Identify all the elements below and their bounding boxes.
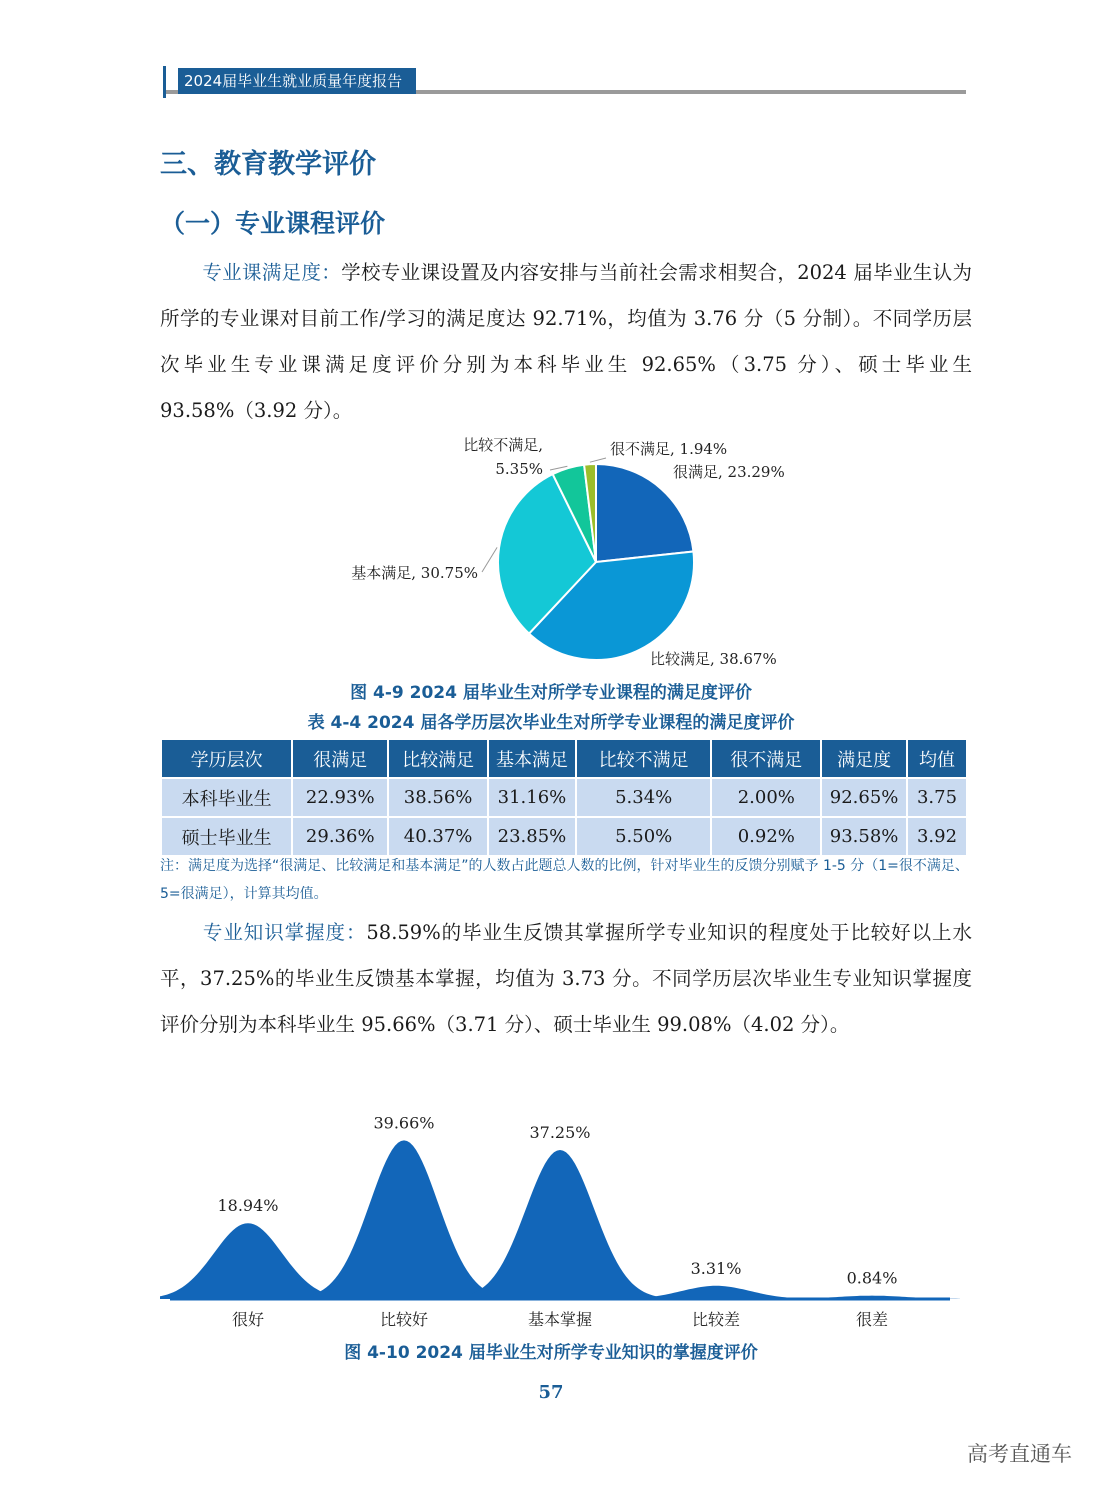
- subsection-title: （一）专业课程评价: [160, 209, 386, 238]
- peak-mark: [302, 1140, 506, 1299]
- page-number: 57: [538, 1382, 564, 1403]
- paragraph-lead: 专业知识掌握度：: [202, 921, 367, 944]
- table-cell: 29.36%: [292, 817, 388, 856]
- table-header-cell: 很不满足: [711, 739, 821, 778]
- mastery-peak-chart: [160, 1105, 960, 1335]
- paragraph-lead: 专业课满足度：: [202, 261, 342, 284]
- category-label: 基本掌握: [527, 1310, 593, 1329]
- category-label: 比较好: [379, 1310, 429, 1329]
- data-label: 39.66%: [373, 1113, 435, 1133]
- satisfaction-table: [160, 738, 968, 857]
- pie-leader-line: [482, 547, 497, 572]
- paragraph-text: 58.59%的毕业生反馈其掌握所学专业知识的程度处于比较好以上水平，37.25%的毕业生反馈基本掌握，均值为 3.73 分。不同学历层次毕业生专业知识掌握度评价分别为本科毕业生 95.66%（3.71 分）、硕士毕业生 99.08%（4.02 分）。: [160, 921, 972, 1036]
- pie-slice-label: 很不满足, 1.94%: [610, 440, 728, 458]
- pie-slice-label: 很满足, 23.29%: [673, 463, 785, 481]
- pie-slice-label: 比较不满足,: [463, 436, 543, 454]
- table-cell: 38.56%: [388, 778, 488, 817]
- paragraph-knowledge-mastery: [160, 910, 972, 1048]
- table-cell: 22.93%: [292, 778, 388, 817]
- table-body: [161, 778, 967, 856]
- table-cell: 93.58%: [821, 817, 907, 856]
- table-cell: 硕士毕业生: [161, 817, 292, 856]
- table-cell: 40.37%: [388, 817, 488, 856]
- data-label: 0.84%: [846, 1268, 898, 1288]
- table-cell: 0.92%: [711, 817, 821, 856]
- table-cell: 3.75: [907, 778, 967, 817]
- satisfaction-pie-chart: [300, 430, 820, 675]
- table-header-cell: 基本满足: [488, 739, 576, 778]
- peak-mark: [458, 1150, 662, 1299]
- table-row: [161, 817, 967, 856]
- pie-slice-label: 比较满足, 38.67%: [650, 650, 777, 668]
- table-header-cell: 很满足: [292, 739, 388, 778]
- table-cell: 31.16%: [488, 778, 576, 817]
- table-cell: 23.85%: [488, 817, 576, 856]
- watermark: 高考直通车: [967, 1442, 1072, 1466]
- table-cell: 92.65%: [821, 778, 907, 817]
- peak-mark: [160, 1223, 350, 1299]
- report-title: 2024届毕业生就业质量年度报告: [178, 68, 416, 94]
- paragraph-text: 学校专业课设置及内容安排与当前社会需求相契合，2024 届毕业生认为所学的专业课对目前工作/学习的满足度达 92.71%，均值为 3.76 分（5 分制）。不同学历层次毕业生专业课满足度评价分别为本科毕业生 92.65%（3.75 分）、硕士毕业生 93.58%（3.92 分）。: [160, 261, 972, 422]
- data-label: 18.94%: [217, 1196, 279, 1216]
- category-label: 很差: [855, 1310, 889, 1329]
- header-accent: [163, 66, 166, 98]
- table-note: 注：满足度为选择“很满足、比较满足和基本满足”的人数占此题总人数的比例，针对毕业生的反馈分别赋予 1-5 分（1=很不满足、5=很满足），计算其均值。: [160, 858, 969, 902]
- table-caption: 表 4-4 2024 届各学历层次毕业生对所学专业课程的满足度评价: [307, 713, 795, 733]
- paragraph-course-satisfaction: [160, 250, 972, 434]
- table-cell: 2.00%: [711, 778, 821, 817]
- category-label: 很好: [231, 1310, 265, 1329]
- table-header-cell: 比较不满足: [576, 739, 712, 778]
- data-label: 37.25%: [529, 1123, 591, 1142]
- table-header-cell: 比较满足: [388, 739, 488, 778]
- table-header-cell: 满足度: [821, 739, 907, 778]
- table-header-cell: 均值: [907, 739, 967, 778]
- table-header-cell: 学历层次: [161, 739, 292, 778]
- table-cell: 本科毕业生: [161, 778, 292, 817]
- table-cell: 3.92: [907, 817, 967, 856]
- figure-caption: 图 4-9 2024 届毕业生对所学专业课程的满足度评价: [350, 683, 752, 703]
- pie-slice-label: 5.35%: [495, 460, 543, 478]
- pie-slice-label: 基本满足, 30.75%: [351, 564, 478, 582]
- data-label: 3.31%: [690, 1258, 742, 1278]
- table-row: [161, 778, 967, 817]
- section-title: 三、教育教学评价: [160, 149, 376, 180]
- figure-caption: 图 4-10 2024 届毕业生对所学专业知识的掌握度评价: [344, 1343, 758, 1363]
- table-cell: 5.34%: [576, 778, 712, 817]
- category-label: 比较差: [691, 1310, 741, 1329]
- table-header-row: [161, 739, 967, 778]
- table-cell: 5.50%: [576, 817, 712, 856]
- pie-leader-line: [590, 458, 606, 462]
